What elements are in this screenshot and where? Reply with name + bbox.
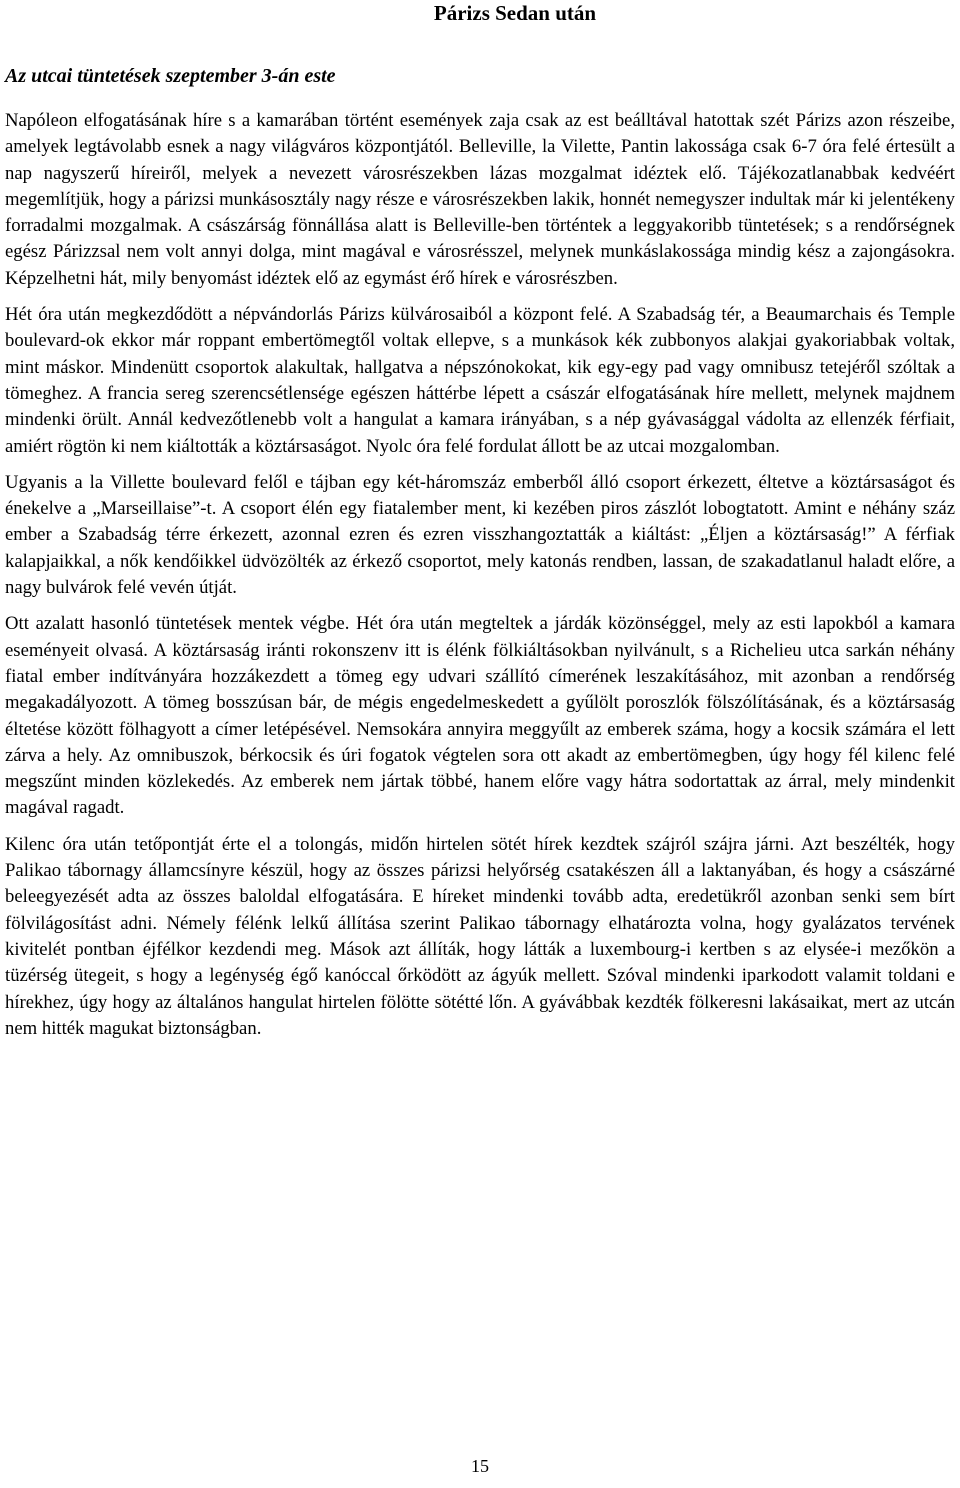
page-number: 15: [471, 1456, 489, 1476]
paragraph: Ugyanis a la Villette boulevard felől e tájban egy két-háromszáz emberből álló csoport érkezett, éltetve a köztársaságot és énekelve a „Marseillaise”-t. A csoport élén egy fiatalember ment, ki kezében piros zászlót lobogtatott. Amint e néhány száz ember a Szabadság térre érkezett, azonnal ezren és ezren visszhangoztatták a kiáltást: „Éljen a köztársaság!” A férfiak kalapjaikkal, a nők kendőikkel üdvözölték az érkező csoportot, mely katonás rendben, lassan, de szakadatlanul haladt előre, a nagy bulvárok felé vevén útját.: [5, 471, 955, 599]
document-body: [5, 108, 955, 1052]
page-title: Párizs Sedan után: [433, 1, 597, 25]
paragraph: Napóleon elfogatásának híre s a kamarában történt események zaja csak az est beálltával hatottak szét Párizs azon részeibe, amelyek legtávolabb esnek a nagy világváros központjától. Belleville, la Vilette, Pantin lakossága csak 6-7 óra felé értesült a nap nagyszerű híreiről, melyek a nevezett városrészekben lázas mozgalmat idéztek elő. Tájékozatlanabbak kedvéért megemlítjük, hogy a párizsi munkásosztály nagy része e városrészekben lakik, honnét nemegyszer indultak már ki jelentékeny forradalmi mozgalmak. A császárság fönnállása alatt is Belleville-ben történtek a leggyakoribb tüntetések; s a rendőrségnek egész Párizzsal nem volt annyi dolga, mint magával e városrésszel, melynek munkáslakossága mindig kész a zajongásokra. Képzelhetni hát, mily benyomást idéztek elő az egymást érő hírek e városrészben.: [5, 110, 955, 289]
paragraph: Ott azalatt hasonló tüntetések mentek végbe. Hét óra után megteltek a járdák közönséggel, mely az esti lapokból a kamara eseményeit olvasá. A köztársaság iránti rokonszenv itt is élénk fölkiáltásokban nyilvánult, s a Richelieu utca sarkán néhány fiatal ember indítványára hozzákezdett a tömeg egy udvari szállító címerének leszakításához, mit azonban a rendőrség megakadályozott. A tömeg bosszúsan bár, de mégis engedelmeskedett a gyűlölt poroszlók fölszólításának, és a köztársaság éltetése között fölhagyott a címer letépésével. Nemsokára annyira meggyűlt az emberek száma, hogy a kocsik számára el lett zárva a hely. Az omnibuszok, bérkocsik és úri fogatok végtelen sora ott akadt az embertömegben, úgy hogy fél kilenc felé megszűnt minden közlekedés. Az emberek nem jártak többé, hanem előre vagy hátra sodortattak az árral, mely mindenkit magával ragadt.: [5, 613, 955, 819]
document-page: [5, 0, 955, 1488]
paragraph: Kilenc óra után tetőpontját érte el a tolongás, midőn hirtelen sötét hírek kezdtek szájról szájra járni. Azt beszélték, hogy Palikao tábornagy államcsínyre készül, hogy az összes párizsi helyőrség csatakészen áll a laktanyában, és hogy a császárné beleegyezését adta az összes baloldal elfogatására. E híreket mindenki tovább adta, eredetükről azonban senki sem bírt fölvilágosítást adni. Némely félénk lelkű állítása szerint Palikao tábornagy elhatározta volna, hogy gyalázatos tervének kivitelét pontban éjfélkor kezdendi meg. Mások azt állíták, hogy látták a luxembourg-i kertben s az elysée-i mezőkön a tüzérség ütegeit, s hogy a legénység égő kanóccal őrködött az ágyúk mellett. Szóval mindenki iparkodott valamit toldani e hírekhez, úgy hogy az általános hangulat hirtelen fölötte sötétté lőn. A gyávábbak kezdték fölkeresni lakásaikat, mert az utcán nem hitték magukat biztonságban.: [5, 833, 955, 1039]
paragraph: Hét óra után megkezdődött a népvándorlás Párizs külvárosaiból a központ felé. A Szabadság tér, a Beaumarchais és Temple boulevard-ok ekkor már roppant embertömegtől voltak ellepve, s a munkások kék zubbonyos alakjai gyakoriabbak voltak, mint máskor. Mindenütt csoportok alakultak, hallgatva a népszónokokat, kik egy-egy pad vagy omnibusz tetejéről szóltak a tömeghez. A francia sereg szerencsétlensége egészen háttérbe lépett a császár elfogatásának híre mellett, melynek majdnem mindenki örült. Annál kedvezőtlenebb volt a hangulat a kamara irányában, s a nép gyávasággal vádolta az ellenzék férfiait, amiért rögtön ki nem kiáltották a köztársaságot. Nyolc óra felé fordulat állott be az utcai mozgalomban.: [5, 304, 955, 457]
section-subtitle: Az utcai tüntetések szeptember 3-án este: [5, 65, 336, 87]
